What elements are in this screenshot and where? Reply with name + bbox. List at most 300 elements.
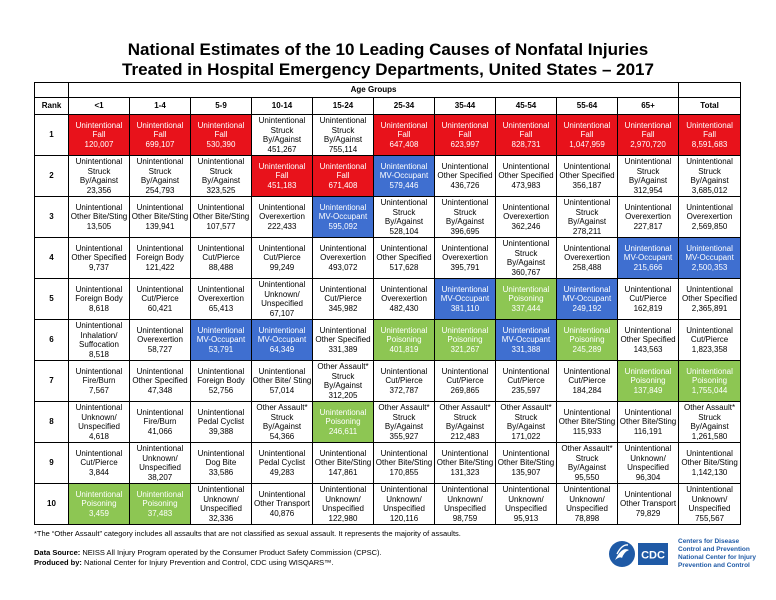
cause-label: Unintentional Struck By/Against — [380, 198, 428, 226]
injury-count: 79,829 — [635, 508, 661, 518]
cause-label: Unintentional Other Transport — [253, 489, 311, 509]
table-cell — [435, 320, 496, 361]
table-cell — [313, 279, 374, 320]
table-cell — [252, 484, 313, 525]
injury-count: 8,618 — [88, 303, 110, 313]
produced-by-line — [34, 558, 574, 568]
table-cell — [496, 115, 557, 156]
agency-line-4: Prevention and Control — [678, 562, 750, 569]
injury-count: 755,567 — [695, 513, 725, 523]
cause-label: Unintentional Other Bite/Sting — [681, 448, 738, 468]
table-cell — [69, 115, 130, 156]
table-cell — [435, 402, 496, 443]
cause-label: Unintentional Struck By/Against — [441, 198, 489, 226]
table-cell — [313, 361, 374, 402]
injury-count: 323,525 — [206, 185, 236, 195]
table-cell — [69, 279, 130, 320]
cause-label: Unintentional Other Bite/Sting — [192, 202, 250, 222]
cause-label: Unintentional Cut/Pierce — [502, 366, 550, 386]
table-cell — [679, 115, 741, 156]
age-groups-header: Age Groups — [69, 83, 679, 98]
cause-label: Other Assault* Struck By/Against — [500, 403, 552, 431]
table-cell — [130, 361, 191, 402]
cause-label: Unintentional Cut/Pierce — [441, 366, 489, 386]
cause-label: Unintentional Struck By/Against — [258, 116, 306, 144]
table-cell — [618, 238, 679, 279]
cause-label: Unintentional Other Specified — [559, 161, 615, 181]
injury-count: 95,913 — [513, 513, 539, 523]
cause-label: Unintentional MV-Occupant — [196, 325, 246, 345]
data-source-label: Data Source: — [34, 548, 81, 557]
table-cell — [618, 484, 679, 525]
injury-count: 3,459 — [88, 508, 110, 518]
injury-count: 58,727 — [147, 344, 173, 354]
injury-count: 95,550 — [574, 472, 600, 482]
cause-label: Other Assault* Struck By/Against — [256, 403, 308, 431]
injury-count: 184,284 — [572, 385, 602, 395]
injury-count: 249,192 — [572, 303, 602, 313]
table-cell — [435, 279, 496, 320]
table-cell — [557, 402, 618, 443]
agency-line-2: Control and Prevention — [678, 546, 750, 553]
cause-label: Unintentional Other Bite/Sting — [375, 448, 433, 468]
cause-label: Unintentional Poisoning — [686, 366, 733, 386]
injury-count: 517,628 — [389, 262, 419, 272]
cause-label: Unintentional Poisoning — [624, 366, 672, 386]
injury-count: 64,349 — [269, 344, 295, 354]
table-cell — [679, 320, 741, 361]
injury-count: 227,817 — [633, 221, 663, 231]
corner-cell-right — [679, 83, 741, 98]
cause-label: Unintentional Other Specified — [681, 284, 738, 304]
table-cell — [191, 156, 252, 197]
table-cell — [618, 197, 679, 238]
injury-count: 356,187 — [572, 180, 602, 190]
injury-count: 38,207 — [147, 472, 173, 482]
injury-count: 39,388 — [208, 426, 234, 436]
title-line-1: National Estimates of the 10 Leading Causes of Nonfatal Injuries — [127, 40, 649, 59]
column-header-rank: Rank — [35, 98, 69, 115]
table-cell — [69, 361, 130, 402]
cause-label: Unintentional Cut/Pierce — [380, 366, 428, 386]
table-cell — [130, 443, 191, 484]
injury-count: 49,283 — [269, 467, 295, 477]
table-cell — [374, 197, 435, 238]
injury-count: 245,289 — [572, 344, 602, 354]
table-cell — [69, 320, 130, 361]
table-cell — [252, 443, 313, 484]
injury-count: 396,695 — [450, 226, 480, 236]
cause-label: Unintentional Cut/Pierce — [563, 366, 611, 386]
table-cell — [679, 156, 741, 197]
cause-label: Unintentional Cut/Pierce — [686, 325, 733, 345]
injury-count: 362,246 — [511, 221, 541, 231]
table-cell — [557, 279, 618, 320]
table-cell — [679, 484, 741, 525]
cause-label: Unintentional Fall — [502, 120, 550, 140]
cause-label: Unintentional Pedal Cyclist — [258, 448, 306, 468]
injury-count: 530,390 — [206, 139, 236, 149]
table-cell — [374, 279, 435, 320]
table-cell — [313, 320, 374, 361]
table-row — [35, 197, 741, 238]
title-line-2: Treated in Hospital Emergency Departments, United States – 2017 — [122, 60, 654, 79]
cause-label: Unintentional Other Specified — [437, 161, 493, 181]
cause-label: Unintentional Other Bite/Sting — [558, 407, 616, 427]
produced-by-text: National Center for Injury Prevention and Control, CDC using WISQARS™. — [84, 557, 334, 567]
injury-count: 2,569,850 — [691, 221, 728, 231]
cause-label: Unintentional Dog Bite — [197, 448, 245, 468]
injury-count: 162,819 — [633, 303, 663, 313]
injury-count: 53,791 — [208, 344, 234, 354]
cause-label: Unintentional MV-Occupant — [257, 325, 307, 345]
table-cell — [252, 361, 313, 402]
injury-count: 170,855 — [389, 467, 419, 477]
injury-count: 7,567 — [88, 385, 110, 395]
cause-label: Unintentional Poisoning — [441, 325, 489, 345]
injury-count: 755,114 — [328, 144, 358, 154]
rank-cell: 2 — [35, 156, 69, 197]
injury-count: 451,267 — [267, 144, 297, 154]
cause-label: Unintentional Other Transport — [620, 489, 677, 509]
page-title — [0, 40, 776, 80]
injury-count: 312,205 — [328, 390, 358, 400]
table-cell — [374, 361, 435, 402]
injury-count: 65,413 — [208, 303, 234, 313]
table-cell — [557, 320, 618, 361]
table-cell — [374, 402, 435, 443]
table-cell — [191, 115, 252, 156]
injury-count: 372,787 — [389, 385, 419, 395]
cause-label: Unintentional Foreign Body — [136, 243, 184, 263]
cause-label: Unintentional Overexertion — [624, 202, 672, 222]
cause-label: Unintentional Unknown/ Unspecified — [624, 444, 672, 472]
injury-count: 2,970,720 — [630, 139, 666, 149]
cause-label: Unintentional Fall — [136, 120, 184, 140]
corner-cell — [35, 83, 69, 98]
cause-label: Unintentional Struck By/Against — [75, 157, 123, 185]
cause-label: Unintentional Other Bite/Sting — [619, 407, 677, 427]
table-cell — [191, 402, 252, 443]
cause-label: Unintentional Pedal Cyclist — [197, 407, 245, 427]
injury-count: 671,408 — [328, 180, 358, 190]
table-cell — [496, 484, 557, 525]
cause-label: Unintentional Fall — [319, 161, 367, 181]
injury-count: 41,066 — [147, 426, 173, 436]
table-cell — [374, 443, 435, 484]
rank-cell: 8 — [35, 402, 69, 443]
table-cell — [435, 197, 496, 238]
produced-by-label: Produced by: — [34, 557, 82, 567]
injury-count: 120,007 — [84, 139, 114, 149]
cause-label: Unintentional Cut/Pierce — [624, 284, 672, 304]
injury-count: 120,116 — [389, 513, 419, 523]
injury-count: 528,104 — [389, 226, 419, 236]
injury-count: 493,072 — [328, 262, 358, 272]
cause-label: Unintentional Overexertion — [563, 243, 611, 263]
cause-label: Unintentional Other Bite/Sting — [131, 202, 189, 222]
cause-label: Unintentional Other Bite/ Sting — [252, 366, 312, 386]
table-cell — [313, 402, 374, 443]
table-cell — [557, 238, 618, 279]
table-cell — [374, 115, 435, 156]
injury-count: 8,518 — [88, 349, 110, 359]
rank-cell: 3 — [35, 197, 69, 238]
injury-count: 345,982 — [328, 303, 358, 313]
injury-count: 47,348 — [147, 385, 173, 395]
injury-count: 23,356 — [86, 185, 112, 195]
cause-label: Unintentional Unknown/ Unspecified — [563, 485, 611, 513]
cause-label: Unintentional Poisoning — [136, 489, 184, 509]
cause-label: Unintentional Fall — [258, 161, 306, 181]
table-cell — [496, 279, 557, 320]
agency-line-1: Centers for Disease — [678, 538, 740, 545]
rank-cell: 4 — [35, 238, 69, 279]
cause-label: Unintentional Fall — [441, 120, 489, 140]
cause-label: Unintentional Other Specified — [315, 325, 371, 345]
column-header-age: 1-4 — [130, 98, 191, 115]
injury-count: 60,421 — [147, 303, 173, 313]
cause-label: Unintentional MV-Occupant — [379, 161, 429, 181]
column-header-age: 65+ — [618, 98, 679, 115]
injury-count: 699,107 — [145, 139, 175, 149]
cdc-logo-text: CDC — [641, 549, 665, 562]
cause-label: Unintentional Fall — [380, 120, 428, 140]
cause-label: Unintentional Other Bite/Sting — [314, 448, 372, 468]
table-cell — [618, 402, 679, 443]
cause-label: Unintentional Struck By/Against — [136, 157, 184, 185]
table-cell — [374, 484, 435, 525]
table-cell — [130, 320, 191, 361]
table-cell — [130, 197, 191, 238]
table-cell — [130, 238, 191, 279]
column-header-row — [35, 98, 741, 115]
cause-label: Unintentional MV-Occupant — [501, 325, 551, 345]
table-cell — [191, 361, 252, 402]
cause-label: Unintentional Unknown/ Unspecified — [319, 485, 367, 513]
table-cell — [435, 361, 496, 402]
cause-label: Unintentional Fall — [563, 120, 611, 140]
injury-count: 828,731 — [511, 139, 541, 149]
cause-label: Unintentional Struck By/Against — [686, 157, 733, 185]
cause-label: Other Assault* Struck By/Against — [683, 403, 736, 431]
column-header-age: 35-44 — [435, 98, 496, 115]
injury-count: 57,014 — [269, 385, 295, 395]
table-cell — [374, 238, 435, 279]
injury-count: 67,107 — [269, 308, 295, 318]
table-cell — [618, 320, 679, 361]
rank-cell: 10 — [35, 484, 69, 525]
footnote: *The “Other Assault” category includes all assaults that are not classified as sexual assault. It represents the majority of assaults. — [34, 529, 461, 538]
injury-count: 355,927 — [389, 431, 419, 441]
injury-count: 1,755,044 — [691, 385, 728, 395]
injury-count: 212,483 — [450, 431, 480, 441]
cause-label: Unintentional Other Bite/Sting — [70, 202, 128, 222]
cause-label: Unintentional Other Specified — [620, 325, 676, 345]
table-cell — [191, 320, 252, 361]
cause-label: Unintentional Unknown/ Unspecified — [258, 280, 306, 308]
cause-label: Unintentional Unknown/ Unspecified — [197, 485, 245, 513]
injury-count: 278,211 — [572, 226, 602, 236]
table-cell — [252, 115, 313, 156]
injury-count: 107,577 — [206, 221, 236, 231]
injury-count: 337,444 — [511, 303, 541, 313]
cause-label: Unintentional MV-Occupant — [685, 243, 734, 263]
injury-count: 137,849 — [633, 385, 663, 395]
cause-label: Unintentional Overexertion — [502, 202, 550, 222]
table-cell — [130, 484, 191, 525]
cause-label: Unintentional Overexertion — [319, 243, 367, 263]
injury-count: 121,422 — [145, 262, 175, 272]
injury-count: 381,110 — [450, 303, 480, 313]
table-cell — [69, 197, 130, 238]
column-header-age: Total — [679, 98, 741, 115]
cause-label: Unintentional Foreign Body — [197, 366, 245, 386]
injury-count: 222,433 — [267, 221, 297, 231]
table-row — [35, 484, 741, 525]
cause-label: Unintentional Struck By/Against — [319, 116, 367, 144]
column-header-age: 45-54 — [496, 98, 557, 115]
injury-count: 312,954 — [633, 185, 663, 195]
table-cell — [313, 115, 374, 156]
agency-line-3: National Center for Injury — [678, 554, 757, 561]
injury-count: 171,022 — [511, 431, 541, 441]
table-cell — [496, 402, 557, 443]
injury-count: 3,844 — [88, 467, 110, 477]
cause-label: Unintentional MV-Occupant — [318, 202, 368, 222]
injury-count: 1,261,580 — [691, 431, 728, 441]
cause-label: Unintentional Poisoning — [563, 325, 611, 345]
table-cell — [252, 402, 313, 443]
table-cell — [496, 443, 557, 484]
injury-count: 54,366 — [269, 431, 295, 441]
cause-label: Unintentional Overexertion — [441, 243, 489, 263]
cause-label: Unintentional MV-Occupant — [562, 284, 612, 304]
cause-label: Unintentional Unknown/ Unspecified — [502, 485, 550, 513]
cdc-logo — [608, 532, 670, 576]
injury-count: 595,092 — [328, 221, 358, 231]
injury-count: 360,767 — [511, 267, 541, 277]
injury-count: 40,876 — [269, 508, 295, 518]
injury-count: 482,430 — [389, 303, 419, 313]
injury-count: 143,563 — [633, 344, 663, 354]
injury-count: 215,666 — [633, 262, 663, 272]
table-cell — [313, 443, 374, 484]
injury-count: 401,819 — [389, 344, 419, 354]
table-cell — [252, 320, 313, 361]
cause-label: Unintentional Poisoning — [502, 284, 550, 304]
cause-label: Unintentional Overexertion — [258, 202, 306, 222]
table-row — [35, 238, 741, 279]
table-cell — [130, 279, 191, 320]
table-cell — [496, 361, 557, 402]
cause-label: Unintentional Cut/Pierce — [136, 284, 184, 304]
table-cell — [313, 197, 374, 238]
rank-cell: 6 — [35, 320, 69, 361]
injury-count: 115,933 — [572, 426, 602, 436]
injury-count: 579,446 — [389, 180, 419, 190]
cause-label: Unintentional Other Specified — [498, 161, 554, 181]
injury-count: 9,737 — [88, 262, 110, 272]
cause-label: Unintentional Unknown/ Unspecified — [75, 403, 123, 431]
rank-cell: 7 — [35, 361, 69, 402]
table-cell — [557, 443, 618, 484]
column-header-age: 55-64 — [557, 98, 618, 115]
table-cell — [69, 484, 130, 525]
table-row — [35, 320, 741, 361]
column-header-age: <1 — [69, 98, 130, 115]
injury-count: 3,685,012 — [691, 185, 728, 195]
table-cell — [435, 156, 496, 197]
injury-count: 331,389 — [328, 344, 358, 354]
injury-count: 1,823,358 — [691, 344, 728, 354]
table-cell — [374, 156, 435, 197]
table-cell — [313, 484, 374, 525]
injury-count: 1,047,959 — [569, 139, 605, 149]
cause-label: Unintentional Struck By/Against — [502, 239, 550, 267]
table-cell — [679, 197, 741, 238]
table-cell — [496, 320, 557, 361]
cause-label: Unintentional Unknown/ Unspecified — [380, 485, 428, 513]
table-cell — [679, 402, 741, 443]
cause-label: Unintentional Overexertion — [136, 325, 184, 345]
table-cell — [618, 156, 679, 197]
table-cell — [374, 320, 435, 361]
cause-label: Unintentional Fall — [686, 120, 733, 140]
injury-count: 88,488 — [208, 262, 234, 272]
table-cell — [69, 402, 130, 443]
table-cell — [69, 156, 130, 197]
cause-label: Unintentional Overexertion — [686, 202, 733, 222]
cause-label: Unintentional MV-Occupant — [440, 284, 490, 304]
injury-count: 4,618 — [88, 431, 110, 441]
data-source-line — [34, 548, 574, 558]
cause-label: Other Assault* Struck By/Against — [317, 362, 369, 390]
cause-label: Unintentional MV-Occupant — [623, 243, 673, 263]
injury-count: 395,791 — [450, 262, 480, 272]
cause-label: Unintentional Cut/Pierce — [258, 243, 306, 263]
table-row — [35, 402, 741, 443]
table-cell — [557, 484, 618, 525]
table-cell — [435, 443, 496, 484]
table-cell — [557, 156, 618, 197]
cause-label: Unintentional Unknown/ Unspecified — [136, 444, 184, 472]
agency-name — [678, 538, 770, 570]
injury-count: 321,267 — [450, 344, 480, 354]
injury-count: 254,793 — [145, 185, 175, 195]
injury-count: 269,865 — [450, 385, 480, 395]
table-cell — [313, 156, 374, 197]
cause-label: Unintentional Other Bite/Sting — [497, 448, 555, 468]
table-cell — [618, 443, 679, 484]
table-cell — [191, 484, 252, 525]
cause-label: Unintentional Cut/Pierce — [319, 284, 367, 304]
cause-label: Unintentional Cut/Pierce — [75, 448, 123, 468]
table-cell — [130, 402, 191, 443]
injury-count: 122,980 — [328, 513, 358, 523]
injury-count: 258,488 — [572, 262, 602, 272]
injury-count: 8,591,683 — [691, 139, 728, 149]
injury-count: 623,997 — [450, 139, 480, 149]
table-cell — [435, 115, 496, 156]
injury-count: 139,941 — [145, 221, 175, 231]
cause-label: Unintentional Fire/Burn — [75, 366, 123, 386]
data-source-text: NEISS All Injury Program operated by the Consumer Product Safety Commission (CPSC). — [82, 548, 382, 557]
cause-label: Unintentional Inhalation/ Suffocation — [75, 321, 123, 349]
injury-count: 2,365,891 — [691, 303, 728, 313]
table-cell — [618, 115, 679, 156]
cause-label: Unintentional Poisoning — [75, 489, 123, 509]
